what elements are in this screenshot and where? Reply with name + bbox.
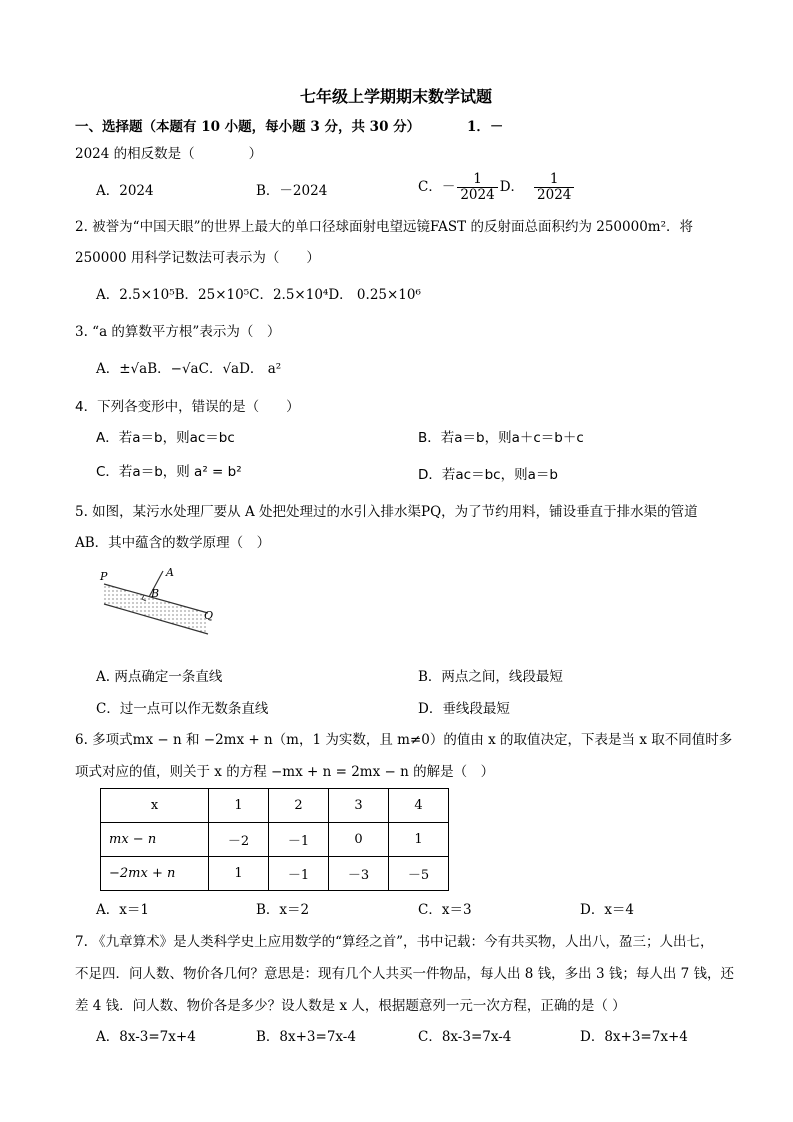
table-cell: mx − n <box>101 823 209 857</box>
table-cell: －3 <box>329 857 389 891</box>
q4-option-b: B．若a＝b，则a＋c＝b＋c <box>418 430 584 446</box>
table-cell: 1 <box>389 823 449 857</box>
q2-stem-line2: 250000 用科学记数法可表示为（ ） <box>75 250 320 266</box>
q7-option-d: D．8x+3=7x+4 <box>580 1029 688 1045</box>
q4-option-c: C．若a＝b，则 a² = b² <box>96 464 242 480</box>
values-table <box>100 788 449 891</box>
label-b: B <box>151 587 160 600</box>
q2-options: A．2.5×10⁵B．25×10⁵C．2.5×10⁴D． 0.25×10⁶ <box>96 287 421 303</box>
table-cell: 1 <box>209 857 269 891</box>
table-cell: 2 <box>269 789 329 823</box>
label-p: P <box>100 570 108 583</box>
q4-option-a: A．若a＝b，则ac＝bc <box>96 430 235 446</box>
q1-stem: 2024 的相反数是（ ） <box>75 146 263 162</box>
q4-stem: 4．下列各变形中，错误的是（ ） <box>75 399 300 415</box>
q7-option-c: C．8x-3=7x-4 <box>418 1029 512 1045</box>
table-cell: －1 <box>269 823 329 857</box>
q6-stem-line1: 6. 多项式mx − n 和 −2mx + n（m，1 为实数，且 m≠0）的值由 x 的取值决定，下表是当 x 取不同值时多 <box>75 732 733 748</box>
q3-option-a: A．±√a <box>96 361 148 377</box>
q2-stem-line1: 2. 被誉为“中国天眼”的世界上最大的单口径球面射电望远镜FAST 的反射面总面积约为 250000m²．将 <box>75 219 693 235</box>
q6-option-a: A．x＝1 <box>96 902 149 918</box>
table-cell: －1 <box>269 857 329 891</box>
q5-option-c: C．过一点可以作无数条直线 <box>96 701 269 717</box>
q1-number: 1．－ <box>467 119 504 135</box>
section-header: 一、选择题（本题有 10 小题，每小题 3 分，共 30 分） <box>75 119 421 135</box>
q5-option-d: D．垂线段最短 <box>418 701 510 717</box>
table-header-row <box>101 789 449 823</box>
q5-option-b: B．两点之间，线段最短 <box>418 669 563 685</box>
table-row <box>101 823 449 857</box>
q3-options <box>96 360 281 378</box>
q3-option-c: C．√a <box>198 361 240 377</box>
table-cell: －5 <box>389 857 449 891</box>
q3-stem: 3. “a 的算数平方根”表示为（ ） <box>75 324 281 340</box>
q3-option-d: D． a² <box>239 361 282 377</box>
drainage-channel-figure <box>96 566 226 646</box>
table-cell: 4 <box>389 789 449 823</box>
q1-option-c: C．－ $\frac{1}{2024}$ D． $\frac{1}{2024}$ <box>418 172 576 203</box>
q5-stem-line1: 5. 如图，某污水处理厂要从 A 处把处理过的水引入排水渠PQ，为了节约用料，铺设垂直于排水渠的管道 <box>75 504 698 520</box>
q1-option-b: B．－2024 <box>256 183 328 199</box>
q5-stem-line2: AB．其中蕴含的数学原理（ ） <box>75 535 271 551</box>
q3-option-b: B．−√a <box>147 361 199 377</box>
table-cell: 1 <box>209 789 269 823</box>
q6-option-c: C．x＝3 <box>418 902 472 918</box>
label-q: Q <box>204 609 214 622</box>
table-cell: 3 <box>329 789 389 823</box>
label-a: A <box>166 566 174 579</box>
page-title: 七年级上学期期末数学试题 <box>300 87 493 106</box>
q7-stem-line3: 差 4 钱．问人数、物价各是多少？设人数是 x 人，根据题意列一元一次方程，正确的是（ ） <box>75 998 626 1014</box>
table-cell: －2 <box>209 823 269 857</box>
q4-option-d: D．若ac＝bc，则a＝b <box>418 467 558 483</box>
q7-stem-line1: 7. 《九章算术》是人类科学史上应用数学的“算经之首”，书中记载：今有共买物，人出八，盈三；人出七， <box>75 934 714 950</box>
table-cell: 0 <box>329 823 389 857</box>
table-cell: x <box>101 789 209 823</box>
q5-option-a: A. 两点确定一条直线 <box>96 669 223 685</box>
q6-option-b: B．x＝2 <box>256 902 310 918</box>
q7-option-a: A．8x-3=7x+4 <box>96 1029 196 1045</box>
q6-option-d: D．x＝4 <box>580 902 635 918</box>
q7-option-b: B．8x+3=7x-4 <box>256 1029 356 1045</box>
q1-option-a: A．2024 <box>96 183 154 199</box>
table-cell: −2mx + n <box>101 857 209 891</box>
q6-stem-line2: 项式对应的值，则关于 x 的方程 −mx + n = 2mx − n 的解是（ ） <box>75 764 495 780</box>
q7-stem-line2: 不足四．问人数、物价各几何？意思是：现有几个人共买一件物品，每人出 8 钱，多出 3 钱；每人出 7 钱，还 <box>75 966 735 982</box>
table-row <box>101 857 449 891</box>
